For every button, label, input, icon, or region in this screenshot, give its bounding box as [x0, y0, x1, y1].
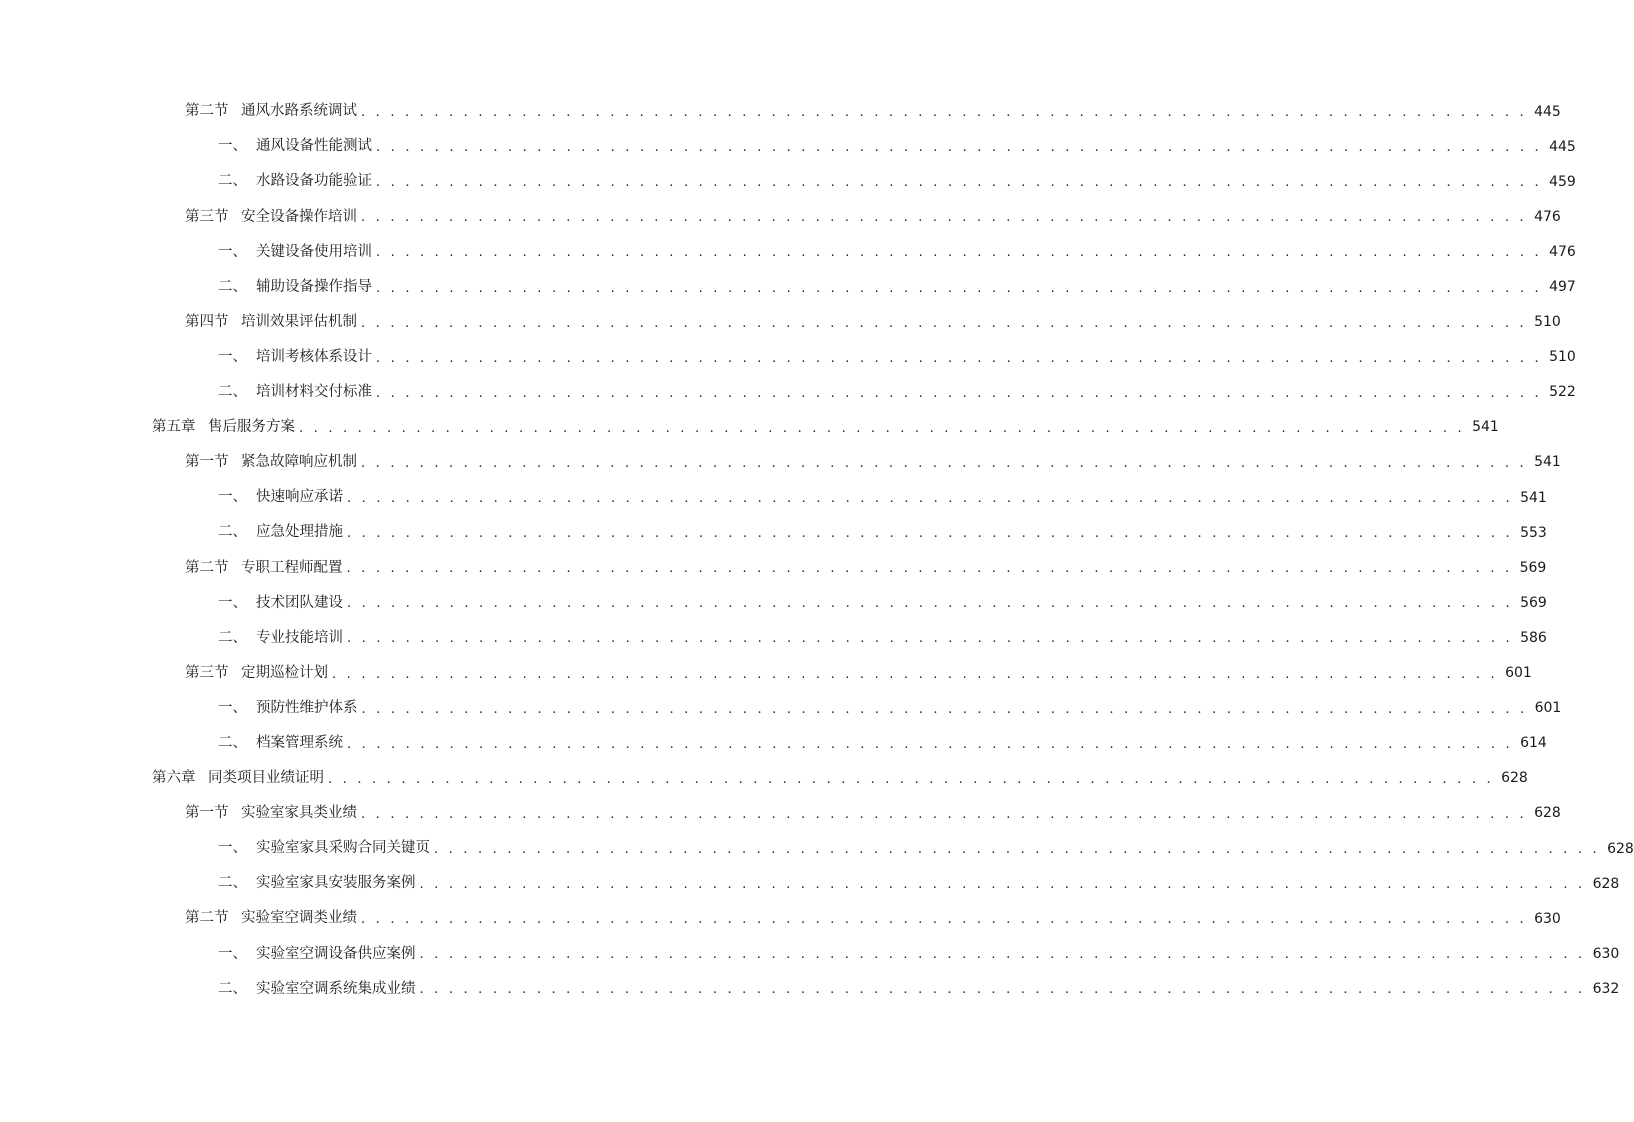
dot-leader: . . . . . . . . . . . . . . . . . . . . . . . . . . . . . . . . . . . . . . . . . . . . . . . . . . . . . . . . . . . . . . . . . . . . . . . . . . . . . . . . — [347, 526, 1513, 542]
toc-entry-page-number: 510 — [1534, 314, 1561, 331]
toc-entry-title: 定期巡检计划 — [241, 664, 328, 681]
dot-leader: . . . . . . . . . . . . . . . . . . . . . . . . . . . . . . . . . . . . . . . . . . . . . . . . . . . . . . . . . . . . . . . . . . . . . . . . . . . . . . . . — [361, 455, 1527, 471]
toc-entry-page-number: 541 — [1472, 419, 1499, 436]
toc-entry-page-number: 632 — [1592, 980, 1620, 997]
toc-entry-title: 培训效果评估机制 — [241, 313, 357, 330]
toc-entry-title: 实验室空调设备供应案例 — [256, 945, 416, 962]
toc-entry-page-number: 601 — [1534, 700, 1562, 717]
toc-entry-title: 技术团队建设 — [256, 594, 343, 611]
toc-entry[interactable] — [0, 480, 1547, 515]
toc-entry-number: 一、 — [218, 840, 247, 857]
dot-leader: . . . . . . . . . . . . . . . . . . . . . . . . . . . . . . . . . . . . . . . . . . . . . . . . . . . . . . . . . . . . . . . . . . . . . . . . . . . . . . . . — [376, 280, 1542, 296]
toc-entry-page-number: 445 — [1534, 103, 1561, 120]
toc-entry-page-number: 476 — [1534, 208, 1561, 225]
dot-leader: . . . . . . . . . . . . . . . . . . . . . . . . . . . . . . . . . . . . . . . . . . . . . . . . . . . . . . . . . . . . . . . . . . . . . . . . . . . . . . . . — [332, 666, 1498, 682]
toc-entry-page-number: 522 — [1549, 384, 1576, 401]
toc-entry-number: 第四节 — [185, 313, 229, 330]
toc-entry-number: 第三节 — [185, 664, 229, 681]
dot-leader: . . . . . . . . . . . . . . . . . . . . . . . . . . . . . . . . . . . . . . . . . . . . . . . . . . . . . . . . . . . . . . . . . . . . . . . . . . . . . . . . — [376, 350, 1542, 366]
toc-entry-page-number: 569 — [1519, 559, 1547, 576]
toc-entry[interactable] — [0, 761, 1528, 796]
toc-entry-page-number: 630 — [1534, 910, 1561, 927]
toc-entry[interactable] — [0, 726, 1547, 761]
toc-entry-title: 档案管理系统 — [256, 734, 343, 751]
toc-entry-page-number: 497 — [1549, 279, 1576, 296]
toc-entry-title: 应急处理措施 — [256, 524, 343, 541]
toc-entry[interactable] — [0, 620, 1547, 655]
toc-entry-number: 第六章 — [152, 770, 196, 787]
toc-entry[interactable] — [0, 515, 1547, 550]
toc-entry[interactable] — [0, 340, 1576, 375]
toc-entry[interactable] — [0, 796, 1561, 831]
dot-leader: . . . . . . . . . . . . . . . . . . . . . . . . . . . . . . . . . . . . . . . . . . . . . . . . . . . . . . . . . . . . . . . . . . . . . . . . . . . . . . . . — [346, 561, 1513, 577]
toc-entry-page-number: 628 — [1592, 875, 1620, 892]
toc-entry[interactable] — [0, 129, 1576, 164]
toc-entry-number: 二、 — [218, 384, 247, 401]
toc-entry[interactable] — [0, 866, 1620, 901]
toc-entry-number: 第二节 — [185, 103, 229, 120]
toc-entry-title: 实验室家具类业绩 — [241, 805, 357, 822]
dot-leader: . . . . . . . . . . . . . . . . . . . . . . . . . . . . . . . . . . . . . . . . . . . . . . . . . . . . . . . . . . . . . . . . . . . . . . . . . . . . . . . . — [376, 175, 1542, 191]
toc-entry-number: 第二节 — [185, 910, 229, 927]
dot-leader: . . . . . . . . . . . . . . . . . . . . . . . . . . . . . . . . . . . . . . . . . . . . . . . . . . . . . . . . . . . . . . . . . . . . . . . . . . . . . . . . — [347, 631, 1513, 647]
toc-entry-number: 一、 — [218, 348, 247, 365]
toc-entry-page-number: 459 — [1549, 173, 1576, 190]
dot-leader: . . . . . . . . . . . . . . . . . . . . . . . . . . . . . . . . . . . . . . . . . . . . . . . . . . . . . . . . . . . . . . . . . . . . . . . . . . . . . . . . — [361, 806, 1527, 822]
toc-entry[interactable] — [0, 269, 1576, 304]
toc-entry-page-number: 628 — [1501, 770, 1528, 787]
toc-entry-title: 预防性维护体系 — [256, 699, 358, 716]
toc-entry-title: 水路设备功能验证 — [256, 173, 372, 190]
toc-entry-title: 培训材料交付标准 — [256, 384, 372, 401]
toc-entry[interactable] — [0, 445, 1561, 480]
toc-entry-number: 二、 — [218, 173, 247, 190]
toc-entry-page-number: 445 — [1549, 138, 1576, 155]
toc-entry-number: 二、 — [218, 734, 247, 751]
toc-entry-number: 一、 — [218, 594, 247, 611]
toc-entry-number: 第一节 — [185, 454, 229, 471]
dot-leader: . . . . . . . . . . . . . . . . . . . . . . . . . . . . . . . . . . . . . . . . . . . . . . . . . . . . . . . . . . . . . . . . . . . . . . . . . . . . . . . . — [361, 105, 1527, 121]
toc-entry-title: 通风设备性能测试 — [256, 138, 372, 155]
dot-leader: . . . . . . . . . . . . . . . . . . . . . . . . . . . . . . . . . . . . . . . . . . . . . . . . . . . . . . . . . . . . . . . . . . . . . . . . . . . . . . . . — [347, 596, 1513, 612]
toc-entry-page-number: 586 — [1520, 629, 1547, 646]
toc-entry-title: 实验室空调系统集成业绩 — [256, 980, 416, 997]
toc-entry[interactable] — [0, 305, 1561, 340]
toc-entry-number: 二、 — [218, 629, 247, 646]
toc-entry-title: 紧急故障响应机制 — [241, 454, 357, 471]
toc-entry-page-number: 628 — [1534, 805, 1561, 822]
toc-entry-number: 一、 — [218, 489, 247, 506]
dot-leader: . . . . . . . . . . . . . . . . . . . . . . . . . . . . . . . . . . . . . . . . . . . . . . . . . . . . . . . . . . . . . . . . . . . . . . . . . . . . . . . . — [419, 877, 1586, 893]
toc-entry-title: 专职工程师配置 — [241, 559, 343, 576]
toc-entry-page-number: 601 — [1505, 665, 1532, 682]
toc-entry-number: 一、 — [218, 699, 247, 716]
toc-entry-title: 通风水路系统调试 — [241, 103, 357, 120]
toc-entry-title: 辅助设备操作指导 — [256, 278, 372, 295]
dot-leader: . . . . . . . . . . . . . . . . . . . . . . . . . . . . . . . . . . . . . . . . . . . . . . . . . . . . . . . . . . . . . . . . . . . . . . . . . . . . . . . . — [361, 912, 1527, 928]
toc-entry[interactable] — [0, 831, 1634, 866]
dot-leader: . . . . . . . . . . . . . . . . . . . . . . . . . . . . . . . . . . . . . . . . . . . . . . . . . . . . . . . . . . . . . . . . . . . . . . . . . . . . . . . . — [361, 315, 1527, 331]
toc-entry-page-number: 630 — [1592, 945, 1620, 962]
toc-entry-title: 培训考核体系设计 — [256, 348, 372, 365]
toc-entry-title: 同类项目业绩证明 — [208, 770, 324, 787]
dot-leader: . . . . . . . . . . . . . . . . . . . . . . . . . . . . . . . . . . . . . . . . . . . . . . . . . . . . . . . . . . . . . . . . . . . . . . . . . . . . . . . . — [419, 947, 1586, 963]
dot-leader: . . . . . . . . . . . . . . . . . . . . . . . . . . . . . . . . . . . . . . . . . . . . . . . . . . . . . . . . . . . . . . . . . . . . . . . . . . . . . . . . — [299, 420, 1465, 436]
toc-entry[interactable] — [0, 901, 1561, 936]
dot-leader: . . . . . . . . . . . . . . . . . . . . . . . . . . . . . . . . . . . . . . . . . . . . . . . . . . . . . . . . . . . . . . . . . . . . . . . . . . . . . . . . — [328, 771, 1494, 787]
toc-entry[interactable] — [0, 410, 1499, 445]
toc-entry-page-number: 569 — [1520, 594, 1547, 611]
toc-entry-page-number: 614 — [1520, 735, 1547, 752]
toc-entry[interactable] — [0, 971, 1620, 1006]
toc-entry-page-number: 541 — [1520, 489, 1547, 506]
toc-entry-number: 二、 — [218, 278, 247, 295]
toc-entry[interactable] — [0, 234, 1576, 269]
toc-entry-title: 关键设备使用培训 — [256, 243, 372, 260]
toc-entry-page-number: 553 — [1520, 524, 1547, 541]
toc-entry-number: 二、 — [218, 524, 247, 541]
dot-leader: . . . . . . . . . . . . . . . . . . . . . . . . . . . . . . . . . . . . . . . . . . . . . . . . . . . . . . . . . . . . . . . . . . . . . . . . . . . . . . . . — [361, 210, 1527, 226]
toc-entry-title: 快速响应承诺 — [256, 489, 343, 506]
toc-entry-number: 一、 — [218, 945, 247, 962]
toc-entry[interactable] — [0, 199, 1561, 234]
dot-leader: . . . . . . . . . . . . . . . . . . . . . . . . . . . . . . . . . . . . . . . . . . . . . . . . . . . . . . . . . . . . . . . . . . . . . . . . . . . . . . . . — [347, 491, 1513, 507]
toc-entry[interactable] — [0, 585, 1547, 620]
dot-leader: . . . . . . . . . . . . . . . . . . . . . . . . . . . . . . . . . . . . . . . . . . . . . . . . . . . . . . . . . . . . . . . . . . . . . . . . . . . . . . . . — [376, 140, 1542, 156]
toc-entry[interactable] — [0, 656, 1532, 691]
toc-entry[interactable] — [0, 375, 1576, 410]
toc-entry[interactable] — [0, 94, 1561, 129]
toc-entry[interactable] — [0, 691, 1562, 726]
toc-entry-page-number: 541 — [1534, 454, 1561, 471]
dot-leader: . . . . . . . . . . . . . . . . . . . . . . . . . . . . . . . . . . . . . . . . . . . . . . . . . . . . . . . . . . . . . . . . . . . . . . . . . . . . . . . . — [347, 736, 1513, 752]
toc-entry[interactable] — [0, 550, 1547, 585]
dot-leader: . . . . . . . . . . . . . . . . . . . . . . . . . . . . . . . . . . . . . . . . . . . . . . . . . . . . . . . . . . . . . . . . . . . . . . . . . . . . . . . . — [361, 701, 1528, 717]
toc-entry-page-number: 628 — [1607, 840, 1634, 857]
toc-entry-number: 一、 — [218, 138, 247, 155]
toc-entry-number: 第五章 — [152, 419, 196, 436]
toc-entry-number: 二、 — [218, 980, 247, 997]
toc-entry-number: 第二节 — [185, 559, 229, 576]
table-of-contents — [0, 94, 1634, 1006]
toc-entry-number: 第一节 — [185, 805, 229, 822]
toc-entry-title: 安全设备操作培训 — [241, 208, 357, 225]
toc-entry-title: 实验室家具安装服务案例 — [256, 875, 416, 892]
toc-entry-title: 专业技能培训 — [256, 629, 343, 646]
toc-entry-number: 一、 — [218, 243, 247, 260]
toc-entry-page-number: 510 — [1549, 349, 1576, 366]
toc-entry-page-number: 476 — [1549, 243, 1576, 260]
toc-entry-title: 售后服务方案 — [208, 419, 295, 436]
toc-entry[interactable] — [0, 164, 1576, 199]
toc-entry-number: 二、 — [218, 875, 247, 892]
dot-leader: . . . . . . . . . . . . . . . . . . . . . . . . . . . . . . . . . . . . . . . . . . . . . . . . . . . . . . . . . . . . . . . . . . . . . . . . . . . . . . . . — [376, 245, 1542, 261]
toc-entry-title: 实验室空调类业绩 — [241, 910, 357, 927]
toc-entry-title: 实验室家具采购合同关键页 — [256, 840, 430, 857]
dot-leader: . . . . . . . . . . . . . . . . . . . . . . . . . . . . . . . . . . . . . . . . . . . . . . . . . . . . . . . . . . . . . . . . . . . . . . . . . . . . . . . . — [434, 842, 1600, 858]
toc-entry-number: 第三节 — [185, 208, 229, 225]
dot-leader: . . . . . . . . . . . . . . . . . . . . . . . . . . . . . . . . . . . . . . . . . . . . . . . . . . . . . . . . . . . . . . . . . . . . . . . . . . . . . . . . — [376, 385, 1542, 401]
dot-leader: . . . . . . . . . . . . . . . . . . . . . . . . . . . . . . . . . . . . . . . . . . . . . . . . . . . . . . . . . . . . . . . . . . . . . . . . . . . . . . . . — [419, 982, 1586, 998]
toc-entry[interactable] — [0, 936, 1620, 971]
